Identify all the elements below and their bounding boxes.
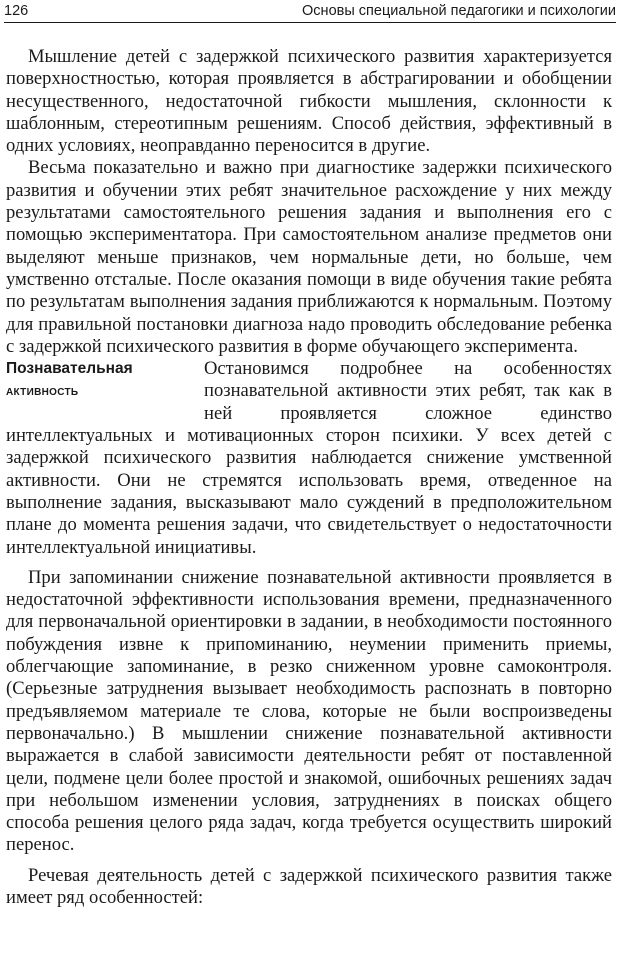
body-text — [6, 46, 612, 909]
page-number: 126 — [4, 3, 29, 19]
margin-heading-line2: активность — [6, 383, 79, 400]
paragraph-speech: Речевая деятельность детей с задержкой психического развития также имеет ряд особенностей: — [6, 864, 612, 908]
margin-heading-line1: Познавательная — [6, 360, 133, 378]
margin-heading — [6, 358, 196, 403]
paragraph-thinking: Мышление детей с задержкой психического развития характеризуется поверхностностью, которая проявляется в абстрагировании и обобщении несущественного, недостаточной гибкости мышления, склонности к шаблонным, стереотипным решениям. Способ действия, эффективный в одних условиях, неоправданно переносится в другие. — [6, 46, 612, 157]
paragraph-diagnostics: Весьма показательно и важно при диагностике задержки психического развития и обучении этих ребят значительное расхождение у них между результатами самостоятельного решения задания и выполнения его с помощью экспериментатора. При самостоятельном анализе предметов они выделяют меньше признаков, чем нормальные дети, но больше, чем умственно отсталые. После оказания помощи в виде обучения такие ребята по результатам выполнения задания приближаются к нормальным. Поэтому для правильной постановки диагноза надо проводить обследование ребенка с задержкой психического развития в форме обучающего эксперимента. — [6, 157, 612, 357]
paragraph-memory: При запоминании снижение познавательной активности проявляется в недостаточной эффективности использования времени, предназначенного для первоначальной ориентировки в задании, в необходимости постоянного побуждения извне к припоминанию, неумении применить приемы, облегчающие запоминание, в резко сниженном уровне самоконтроля. (Серьезные затруднения вызывает необходимость распознать в повторно предъявляемом материале те слова, которые не были воспроизведены первоначально.) В мышлении снижение познавательной активности выражается в слабой зависимости деятельности ребят от поставленной цели, подмене цели более простой и знакомой, ошибочных решениях задач при небольшом изменении условия, затруднениях в поисках общего способа решения целого ряда задач, когда требуется осуществить широкий перенос. — [6, 566, 612, 856]
running-title: Основы специальной педагогики и психологии — [302, 3, 616, 19]
paragraph-cognitive-activity: Остановимся подробнее на особенностях познавательной активности этих ребят, так как в ней проявляется сложное единство интеллектуальных и мотивационных сторон психики. У всех детей с задержкой психического развития наблюдается снижение умственной активности. Они не стремятся использовать время, отведенное на выполнение задания, высказывают мало суждений в предположительном плане до момента решения задачи, что свидетельствует о недостаточности интеллектуальной инициативы. — [6, 358, 612, 558]
page-header — [4, 2, 616, 23]
